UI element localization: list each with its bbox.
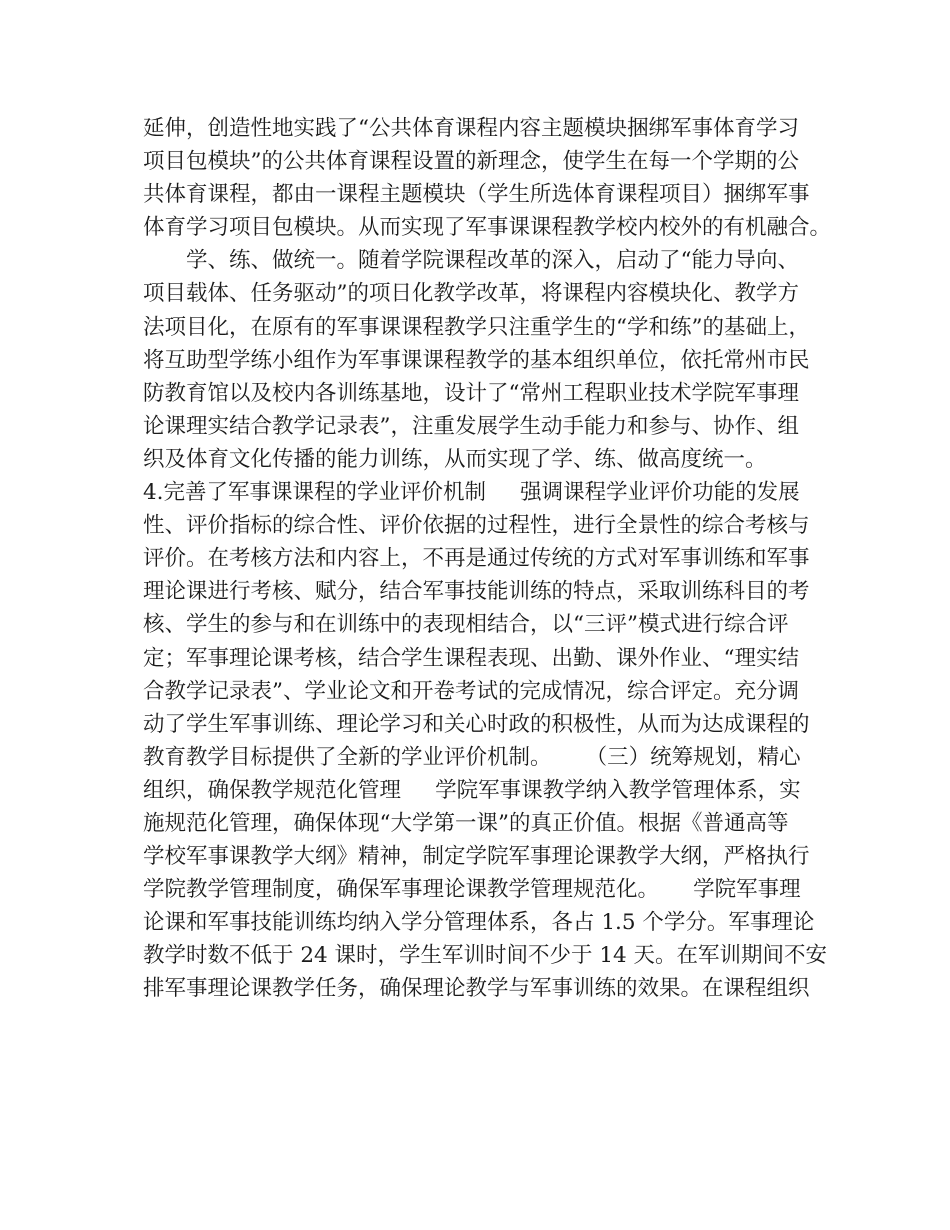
text-line: 论课和军事技能训练均纳入学分管理体系，各占 1.5 个学分。军事理论 — [143, 910, 815, 936]
text-line: 织及体育文化传播的能力训练，从而实现了学、练、做高度统一。 — [143, 446, 767, 472]
text-line: 项目包模块”的公共体育课程设置的新理念，使学生在每一个学期的公 — [143, 149, 799, 175]
text-line: 学院教学管理制度，确保军事理论课教学管理规范化。 学院军事理 — [143, 877, 801, 903]
text-line: 延伸，创造性地实践了“公共体育课程内容主题模块捆绑军事体育学习 — [143, 116, 799, 141]
text-line: 性、评价指标的综合性、评价依据的过程性，进行全景性的综合考核与 — [143, 513, 810, 539]
text-line: 动了学生军事训练、理论学习和关心时政的积极性，从而为达成课程的 — [143, 711, 810, 737]
text-line: 排军事理论课教学任务，确保理论教学与军事训练的效果。在课程组织 — [143, 976, 810, 1002]
text-line: 法项目化，在原有的军事课课程教学只注重学生的“学和练”的基础上， — [143, 314, 810, 340]
text-line: 理论课进行考核、赋分，结合军事技能训练的特点，采取训练科目的考 — [143, 579, 810, 605]
body-text — [143, 112, 832, 1006]
text-line: 防教育馆以及校内各训练基地，设计了“常州工程职业技术学院军事理 — [143, 380, 799, 406]
text-line: 定；军事理论课考核，结合学生课程表现、出勤、课外作业、“理实结 — [143, 645, 799, 671]
text-line: 学、练、做统一。随着学院课程改革的深入，启动了“能力导向、 — [186, 248, 799, 274]
text-line: 共体育课程，都由一课程主题模块（学生所选体育课程项目）捆绑军事 — [143, 182, 810, 208]
text-line: 论课理实结合教学记录表”，注重发展学生动手能力和参与、协作、组 — [143, 413, 799, 439]
text-line: 教育教学目标提供了全新的学业评价机制。 （三）统筹规划，精心 — [143, 744, 801, 770]
text-line: 项目载体、任务驱动”的项日化教学改革，将课程内容模块化、教学方 — [143, 281, 799, 307]
text-line: 教学时数不低于 24 课时，学生军训时间不少于 14 天。在军训期间不安 — [143, 943, 828, 969]
text-line: 体育学习项目包模块。从而实现了军事课课程教学校内校外的有机融合。 — [143, 215, 832, 241]
text-line: 将互助型学练小组作为军事课课程教学的基本组织单位，依托常州市民 — [143, 347, 810, 373]
text-line: 4.完善了军事课课程的学业评价机制 强调课程学业评价功能的发展 — [143, 480, 800, 506]
text-line: 学校军事课教学大纲》精神，制定学院军事理论课教学大纲，严格执行 — [143, 844, 810, 870]
text-line: 施规范化管理，确保体现“大学第一课”的真正价值。根据《普通高等 — [143, 810, 789, 836]
text-line: 组织，确保教学规范化管理 学院军事课教学纳入教学管理体系，实 — [143, 777, 801, 803]
text-line: 核、学生的参与和在训练中的表现相结合，以“三评”模式进行综合评 — [143, 612, 789, 638]
text-line: 评价。在考核方法和内容上，不再是通过传统的方式对军事训练和军事 — [143, 546, 810, 572]
text-line: 合教学记录表”、学业论文和开卷考试的完成情况，综合评定。充分调 — [143, 678, 799, 704]
